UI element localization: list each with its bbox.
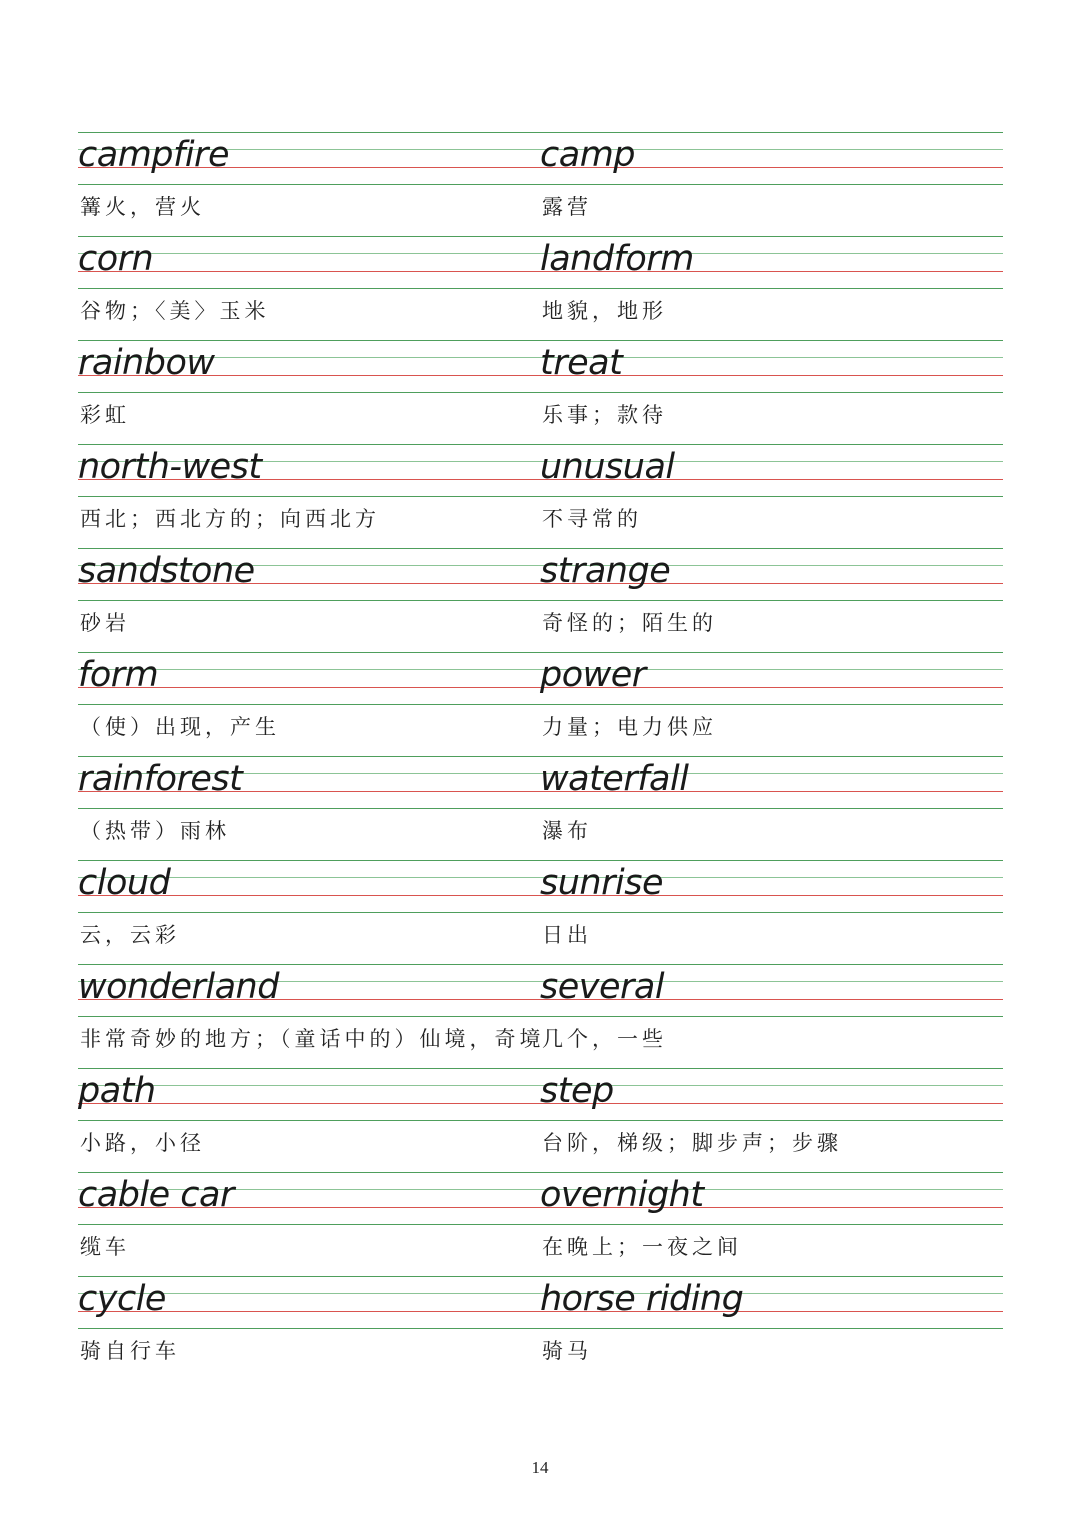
chinese-meaning: 几个，一些	[542, 1027, 667, 1051]
guide-line-bottom	[78, 808, 1003, 809]
guide-line-bottom	[78, 184, 1003, 185]
guide-line-top	[78, 548, 1003, 549]
english-word: cloud	[78, 863, 171, 903]
vocab-row	[78, 340, 1003, 444]
vocab-row	[78, 964, 1003, 1068]
guide-line-bottom	[78, 1120, 1003, 1121]
guide-line-top	[78, 444, 1003, 445]
chinese-meaning: 骑自行车	[80, 1339, 180, 1363]
english-word: corn	[78, 239, 154, 279]
chinese-meaning: 西北；西北方的；向西北方	[80, 507, 380, 531]
chinese-meaning: 篝火，营火	[80, 195, 205, 219]
chinese-meaning: 力量；电力供应	[542, 715, 717, 739]
guide-line-bottom	[78, 912, 1003, 913]
chinese-meaning: 砂岩	[80, 611, 130, 635]
chinese-meaning: 骑马	[542, 1339, 592, 1363]
chinese-meaning: 奇怪的；陌生的	[542, 611, 717, 635]
vocab-row	[78, 1276, 1003, 1380]
english-word: strange	[540, 551, 671, 591]
guide-line-bottom	[78, 1224, 1003, 1225]
vocab-row	[78, 652, 1003, 756]
chinese-meaning: 不寻常的	[542, 507, 642, 531]
english-word: cable car	[78, 1175, 234, 1215]
guide-line-top	[78, 964, 1003, 965]
english-word: waterfall	[540, 759, 689, 799]
chinese-meaning: 小路，小径	[80, 1131, 205, 1155]
chinese-meaning: 日出	[542, 923, 592, 947]
guide-line-top	[78, 652, 1003, 653]
english-word: sandstone	[78, 551, 255, 591]
guide-line-bottom	[78, 1328, 1003, 1329]
guide-line-top	[78, 1068, 1003, 1069]
guide-line-top	[78, 860, 1003, 861]
page-number: 14	[531, 1458, 549, 1477]
guide-line-bottom	[78, 704, 1003, 705]
guide-line-bottom	[78, 600, 1003, 601]
english-word: rainbow	[78, 343, 215, 383]
chinese-meaning: 瀑布	[542, 819, 592, 843]
chinese-meaning: 谷物；〈美〉玉米	[80, 299, 270, 323]
english-word: cycle	[78, 1279, 166, 1319]
english-word: horse riding	[540, 1279, 744, 1319]
english-word: step	[540, 1071, 614, 1111]
chinese-meaning: 非常奇妙的地方；（童话中的）仙境，奇境	[80, 1027, 545, 1051]
english-word: form	[78, 655, 159, 695]
english-word: power	[540, 655, 646, 695]
chinese-meaning: （使）出现，产生	[80, 715, 280, 739]
guide-line-bottom	[78, 496, 1003, 497]
chinese-meaning: 地貌，地形	[542, 299, 667, 323]
vocab-row	[78, 1068, 1003, 1172]
english-word: several	[540, 967, 665, 1007]
vocab-row	[78, 236, 1003, 340]
guide-line-top	[78, 236, 1003, 237]
guide-line-top	[78, 132, 1003, 133]
vocab-row	[78, 756, 1003, 860]
english-word: overnight	[540, 1175, 704, 1215]
guide-line-top	[78, 340, 1003, 341]
vocabulary-sheet	[78, 132, 1003, 1380]
english-word: unusual	[540, 447, 675, 487]
english-word: camp	[540, 135, 636, 175]
english-word: treat	[540, 343, 623, 383]
vocab-row	[78, 132, 1003, 236]
guide-line-top	[78, 756, 1003, 757]
chinese-meaning: 在晚上；一夜之间	[542, 1235, 742, 1259]
guide-line-top	[78, 1172, 1003, 1173]
guide-line-bottom	[78, 288, 1003, 289]
chinese-meaning: 露营	[542, 195, 592, 219]
chinese-meaning: 云，云彩	[80, 923, 180, 947]
vocab-row	[78, 860, 1003, 964]
english-word: landform	[540, 239, 694, 279]
chinese-meaning: 台阶，梯级；脚步声；步骤	[542, 1131, 842, 1155]
vocab-row	[78, 1172, 1003, 1276]
english-word: rainforest	[78, 759, 243, 799]
chinese-meaning: 乐事；款待	[542, 403, 667, 427]
guide-line-bottom	[78, 1016, 1003, 1017]
english-word: north-west	[78, 447, 262, 487]
guide-line-bottom	[78, 392, 1003, 393]
english-word: sunrise	[540, 863, 663, 903]
chinese-meaning: 彩虹	[80, 403, 130, 427]
vocab-row	[78, 444, 1003, 548]
english-word: campfire	[78, 135, 229, 175]
chinese-meaning: （热带）雨林	[80, 819, 230, 843]
english-word: wonderland	[78, 967, 279, 1007]
english-word: path	[78, 1071, 156, 1111]
chinese-meaning: 缆车	[80, 1235, 130, 1259]
vocab-row	[78, 548, 1003, 652]
guide-line-top	[78, 1276, 1003, 1277]
